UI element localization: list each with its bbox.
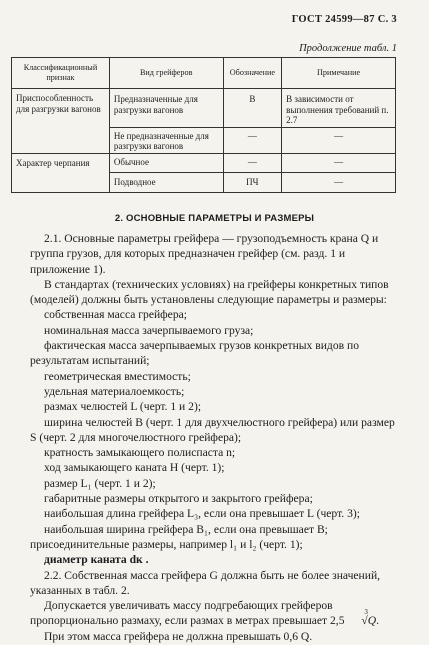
table-row xyxy=(12,153,396,172)
table-row xyxy=(12,89,396,128)
list-item: номинальная масса зачерпываемого груза; xyxy=(44,323,254,337)
table-header-row xyxy=(12,58,396,89)
header-kind: Вид грейферов xyxy=(109,58,223,89)
paragraph: 2.1. Основные параметры грейфера — грузоподъемность крана Q и группа грузов, для которых предназначен грейфер (см. разд. 1 и приложение 1). xyxy=(30,232,379,276)
paragraph-text: Допускается увеличивать массу подгребающих грейферов пропорционально размаху, если размах в метрах превышает 2,5 xyxy=(30,599,345,628)
list-item: наибольшая ширина грейфера B₁, если она превышает B; присоединительные размеры, например l₁ и l₂ (черт. 1); xyxy=(30,522,328,551)
classification-table xyxy=(11,57,396,193)
list-item: ширина челюстей B (черт. 1 для двухчелюстного грейфера) или размер S (черт. 2 для многочелюстного грейфера); xyxy=(30,415,395,444)
list-item: габаритные размеры открытого и закрытого грейфера; xyxy=(44,492,313,506)
cube-root-expression xyxy=(347,608,377,628)
header-note: Примечание xyxy=(282,58,396,89)
list-item: размах челюстей L (черт. 1 и 2); xyxy=(44,400,202,414)
list-item: размер L₁ (черт. 1 и 2); xyxy=(44,476,156,490)
paragraph: В стандартах (технических условиях) на грейферы конкретных типов (моделей) должны быть установлены следующие параметры и размеры: xyxy=(30,277,389,307)
cell-kind: Обычное xyxy=(109,153,223,172)
list-item: фактическая масса зачерпываемых грузов конкретных видов по результатам испытаний; xyxy=(30,339,360,368)
list-item: диаметр каната dк . xyxy=(44,553,149,567)
list-item: удельная материалоемкость; xyxy=(44,384,185,398)
cell-designation: ПЧ xyxy=(223,172,282,192)
section-title: 2. ОСНОВНЫЕ ПАРАМЕТРЫ И РАЗМЕРЫ xyxy=(114,213,315,224)
cell-note: В зависимости от выполнения требований п. 2.7 xyxy=(282,89,396,128)
paragraph-end: . xyxy=(376,614,380,628)
cell-designation: В xyxy=(223,89,282,128)
table-continuation-label: Продолжение табл. 1 xyxy=(299,43,397,54)
list-item: наибольшая длина грейфера L₃, если она превышает L (черт. 3); xyxy=(44,507,360,521)
body-text xyxy=(30,231,396,644)
paragraph xyxy=(30,598,396,629)
cell-designation: — xyxy=(223,153,282,172)
page-header: ГОСТ 24599—87 С. 3 xyxy=(291,14,397,25)
list-item: кратность замыкающего полиспаста n; xyxy=(44,446,236,460)
paragraph: 2.2. Собственная масса грейфера G должна быть не более значений, указанных в табл. 2. xyxy=(30,568,381,597)
list-item: собственная масса грейфера; xyxy=(44,308,187,322)
header-feature: Классификационный признак xyxy=(12,58,110,89)
cell-note: — xyxy=(282,172,396,192)
cell-feature: Приспособленность для разгрузки вагонов xyxy=(12,89,110,154)
header-designation: Обозначение xyxy=(223,58,282,89)
cell-kind: Не предназначенные для разгрузки вагонов xyxy=(109,127,223,153)
root-radicand: √Q xyxy=(361,614,377,628)
cell-kind: Предназначенные для разгрузки вагонов xyxy=(109,89,223,128)
paragraph: При этом масса грейфера не должна превышать 0,6 Q. xyxy=(44,629,313,643)
list-item: ход замыкающего каната H (черт. 1); xyxy=(44,461,225,475)
root-index: 3 xyxy=(364,608,368,617)
cell-feature: Характер черпания xyxy=(12,153,110,192)
cell-note: — xyxy=(282,153,396,172)
list-item: геометрическая вместимость; xyxy=(44,369,191,383)
cell-kind: Подводное xyxy=(109,172,223,192)
cell-designation: — xyxy=(223,127,282,153)
cell-note: — xyxy=(282,127,396,153)
